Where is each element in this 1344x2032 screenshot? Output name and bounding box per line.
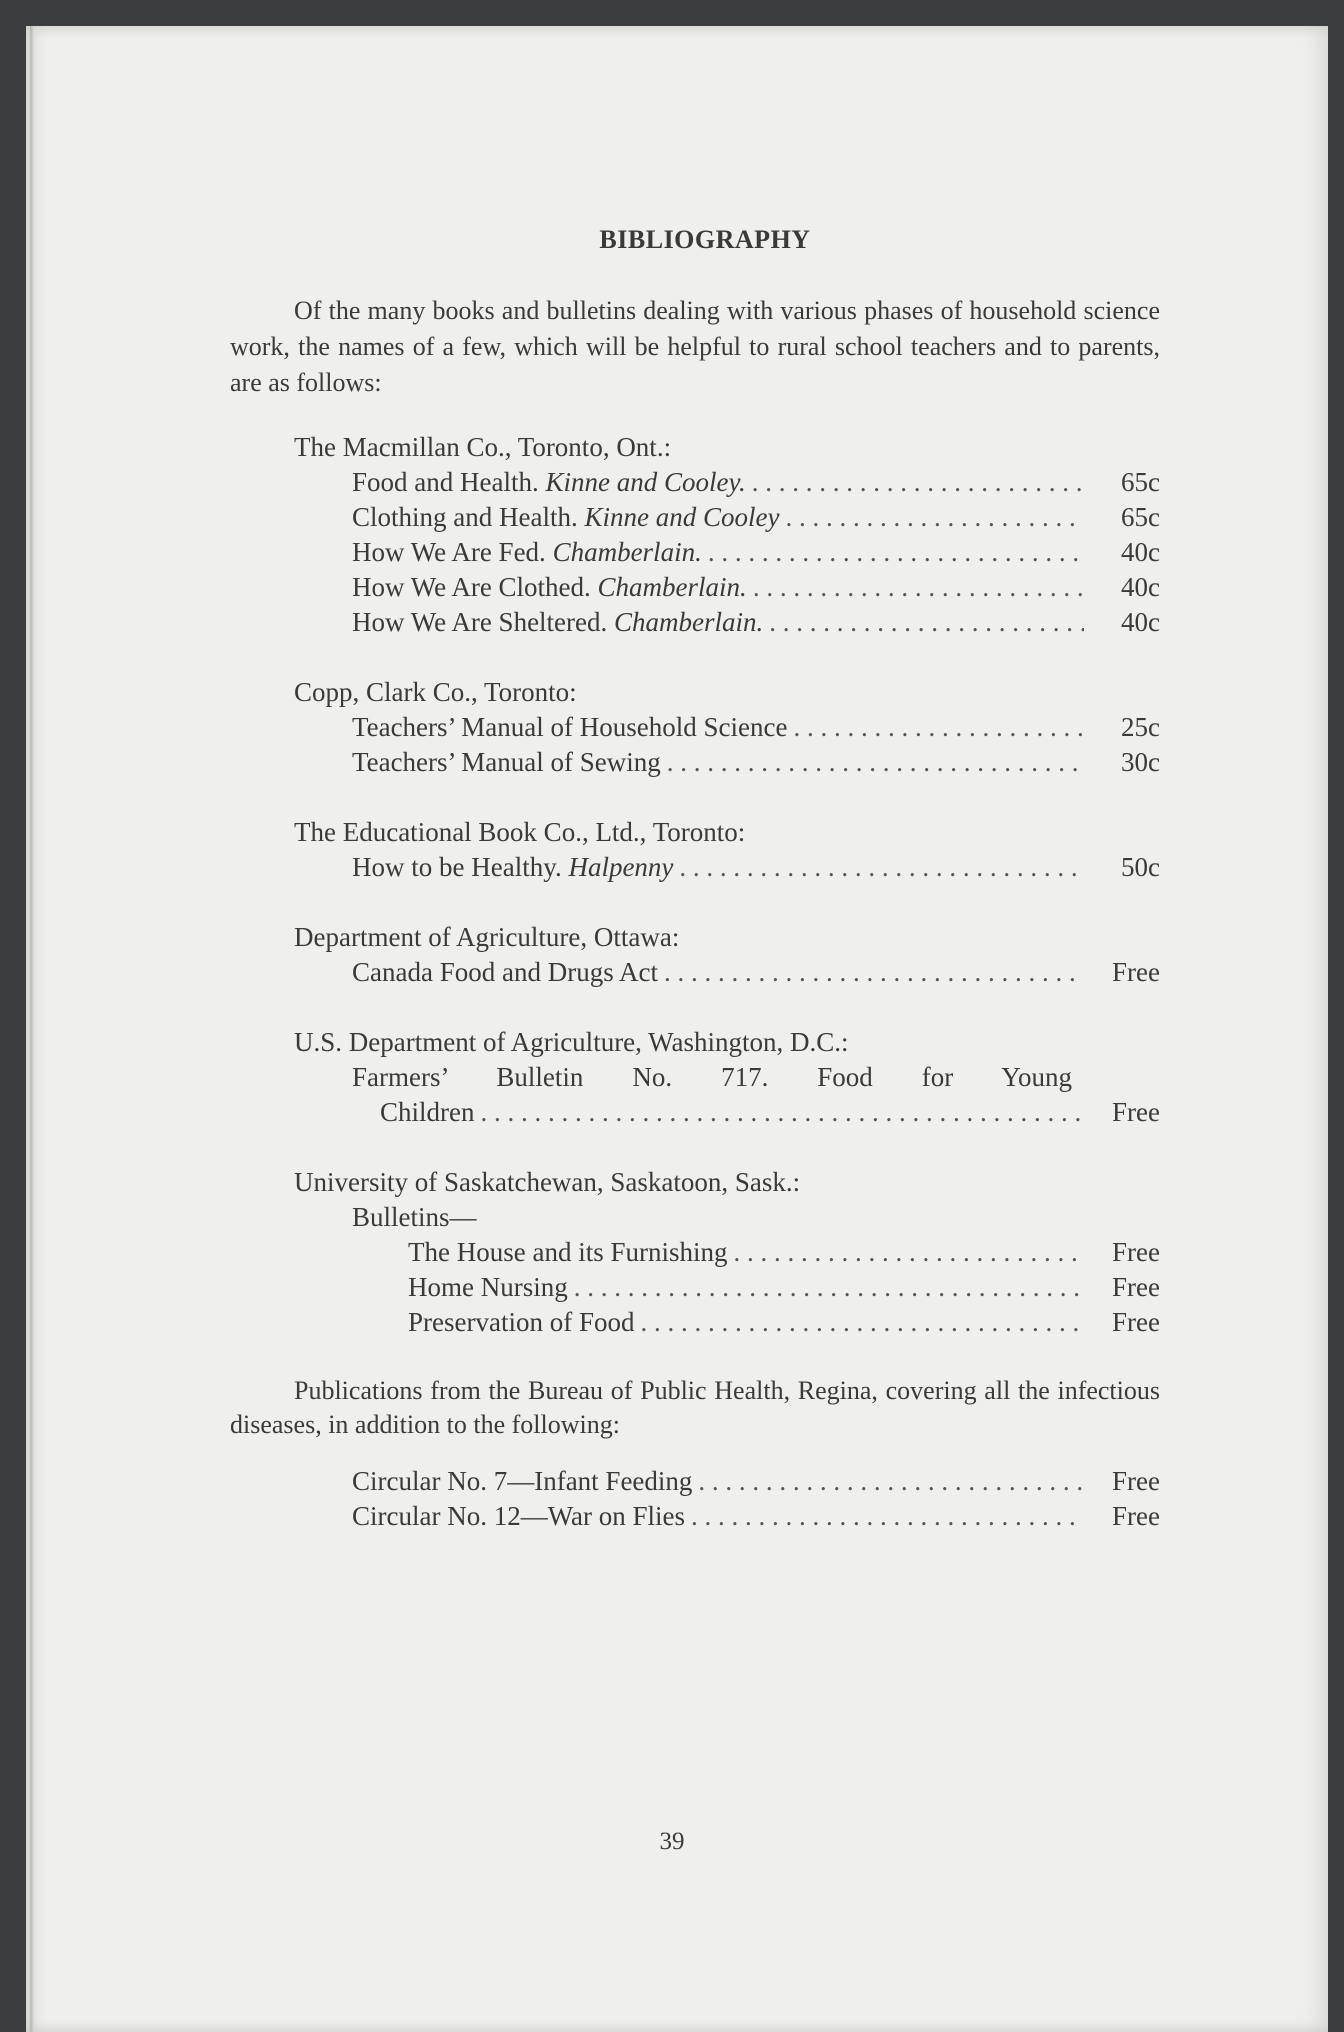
entry-title: How to be Healthy. xyxy=(352,852,562,882)
bibliography-entry xyxy=(352,710,1160,745)
dot-leader xyxy=(769,605,1084,640)
publisher-name: Department of Agriculture, Ottawa: xyxy=(294,922,680,952)
entry-title: Teachers’ Manual of Household Science xyxy=(352,712,788,742)
entry-price: 50c xyxy=(1121,852,1160,882)
intro-paragraph: Of the many books and bulletins dealing with various phases of household science work, the names of a few, which will be helpful to rural school teachers and to parents, are as follows: xyxy=(230,296,1160,397)
dot-leader xyxy=(793,710,1084,745)
entry-price: 30c xyxy=(1121,747,1160,777)
entry-title: How We Are Sheltered. xyxy=(352,607,608,637)
entry-title: Preservation of Food xyxy=(408,1307,635,1337)
bibliography-entry xyxy=(352,535,1160,570)
subheading: Bulletins— xyxy=(352,1202,477,1232)
publisher-group-us-dept-agriculture xyxy=(230,1024,1160,1130)
entry-price: 40c xyxy=(1121,537,1160,567)
publisher-name: The Macmillan Co., Toronto, Ont.: xyxy=(294,432,672,462)
dot-leader xyxy=(752,465,1084,500)
publisher-group-dept-agriculture-ottawa xyxy=(230,919,1160,990)
dot-leader xyxy=(753,570,1084,605)
dot-leader xyxy=(698,1464,1084,1499)
entry-price: 25c xyxy=(1121,712,1160,742)
bibliography-entry xyxy=(352,500,1160,535)
dot-leader xyxy=(574,1270,1084,1305)
entry-author: Kinne and Cooley xyxy=(584,502,780,532)
bibliography-entry xyxy=(352,745,1160,780)
publisher-group-university-saskatchewan xyxy=(230,1164,1160,1340)
bibliography-entry xyxy=(352,465,1160,500)
publisher-group-macmillan xyxy=(230,429,1160,640)
page-title: BIBLIOGRAPHY xyxy=(599,225,811,254)
closing-paragraph: Publications from the Bureau of Public Health, Regina, covering all the infectious diseases, in addition to the following: xyxy=(230,1376,1160,1439)
bibliography-entry xyxy=(352,570,1160,605)
entry-title: Circular No. 7—Infant Feeding xyxy=(352,1466,693,1496)
bibliography-entry xyxy=(408,1235,1160,1270)
entry-price: 65c xyxy=(1121,467,1160,497)
entry-price: Free xyxy=(1112,1237,1160,1267)
entry-price: Free xyxy=(1112,1097,1160,1127)
entry-title: How We Are Clothed. xyxy=(352,572,591,602)
dot-leader xyxy=(733,1235,1084,1270)
entry-title: Clothing and Health. xyxy=(352,502,578,532)
dot-leader xyxy=(691,1499,1084,1534)
dot-leader xyxy=(481,1095,1085,1130)
bibliography-entry xyxy=(352,850,1160,885)
entry-price: 65c xyxy=(1121,502,1160,532)
entry-price: Free xyxy=(1112,1466,1160,1496)
publisher-group-copp-clark xyxy=(230,674,1160,780)
entry-author: Chamberlain. xyxy=(597,572,747,602)
publisher-group-educational-book xyxy=(230,814,1160,885)
bibliography-entry xyxy=(352,1464,1160,1499)
entry-title: Canada Food and Drugs Act xyxy=(352,957,658,987)
entry-title-continuation: Children xyxy=(380,1097,475,1127)
entry-price: Free xyxy=(1112,957,1160,987)
publisher-name: U.S. Department of Agriculture, Washington, D.C.: xyxy=(294,1027,849,1057)
page-number: 39 xyxy=(659,1828,685,1855)
entry-author: Chamberlain. xyxy=(614,607,764,637)
dot-leader xyxy=(679,850,1084,885)
dot-leader xyxy=(667,745,1084,780)
entry-price: 40c xyxy=(1121,572,1160,602)
bibliography-entry xyxy=(408,1305,1160,1340)
bibliography-entry xyxy=(380,1095,1160,1130)
entry-price: Free xyxy=(1112,1501,1160,1531)
entry-author: Chamberlain. xyxy=(552,537,702,567)
bibliography-entry xyxy=(408,1270,1160,1305)
dot-leader xyxy=(785,500,1084,535)
entry-title: Home Nursing xyxy=(408,1272,568,1302)
entry-price: 40c xyxy=(1121,607,1160,637)
entry-title-first-line: Farmers’ Bulletin No. 717. Food for Young xyxy=(352,1062,1072,1092)
dot-leader xyxy=(640,1305,1084,1340)
dot-leader xyxy=(708,535,1084,570)
entry-author: Kinne and Cooley. xyxy=(545,467,746,497)
publisher-name: Copp, Clark Co., Toronto: xyxy=(294,677,577,707)
dot-leader xyxy=(664,955,1084,990)
bibliography-entry xyxy=(352,955,1160,990)
entry-title: The House and its Furnishing xyxy=(408,1237,728,1267)
entry-price: Free xyxy=(1112,1272,1160,1302)
bibliography-entry xyxy=(352,1499,1160,1534)
bibliography-content xyxy=(230,225,1160,1534)
entry-price: Free xyxy=(1112,1307,1160,1337)
entry-title: Circular No. 12—War on Flies xyxy=(352,1501,686,1531)
entry-author: Halpenny xyxy=(568,852,674,882)
entry-title: Food and Health. xyxy=(352,467,539,497)
publisher-name: The Educational Book Co., Ltd., Toronto: xyxy=(294,817,746,847)
page-gutter-edge xyxy=(30,26,34,2032)
bibliography-entry xyxy=(352,605,1160,640)
entry-title: Teachers’ Manual of Sewing xyxy=(352,747,661,777)
publisher-name: University of Saskatchewan, Saskatoon, Sask.: xyxy=(294,1167,801,1197)
entry-title: How We Are Fed. xyxy=(352,537,546,567)
